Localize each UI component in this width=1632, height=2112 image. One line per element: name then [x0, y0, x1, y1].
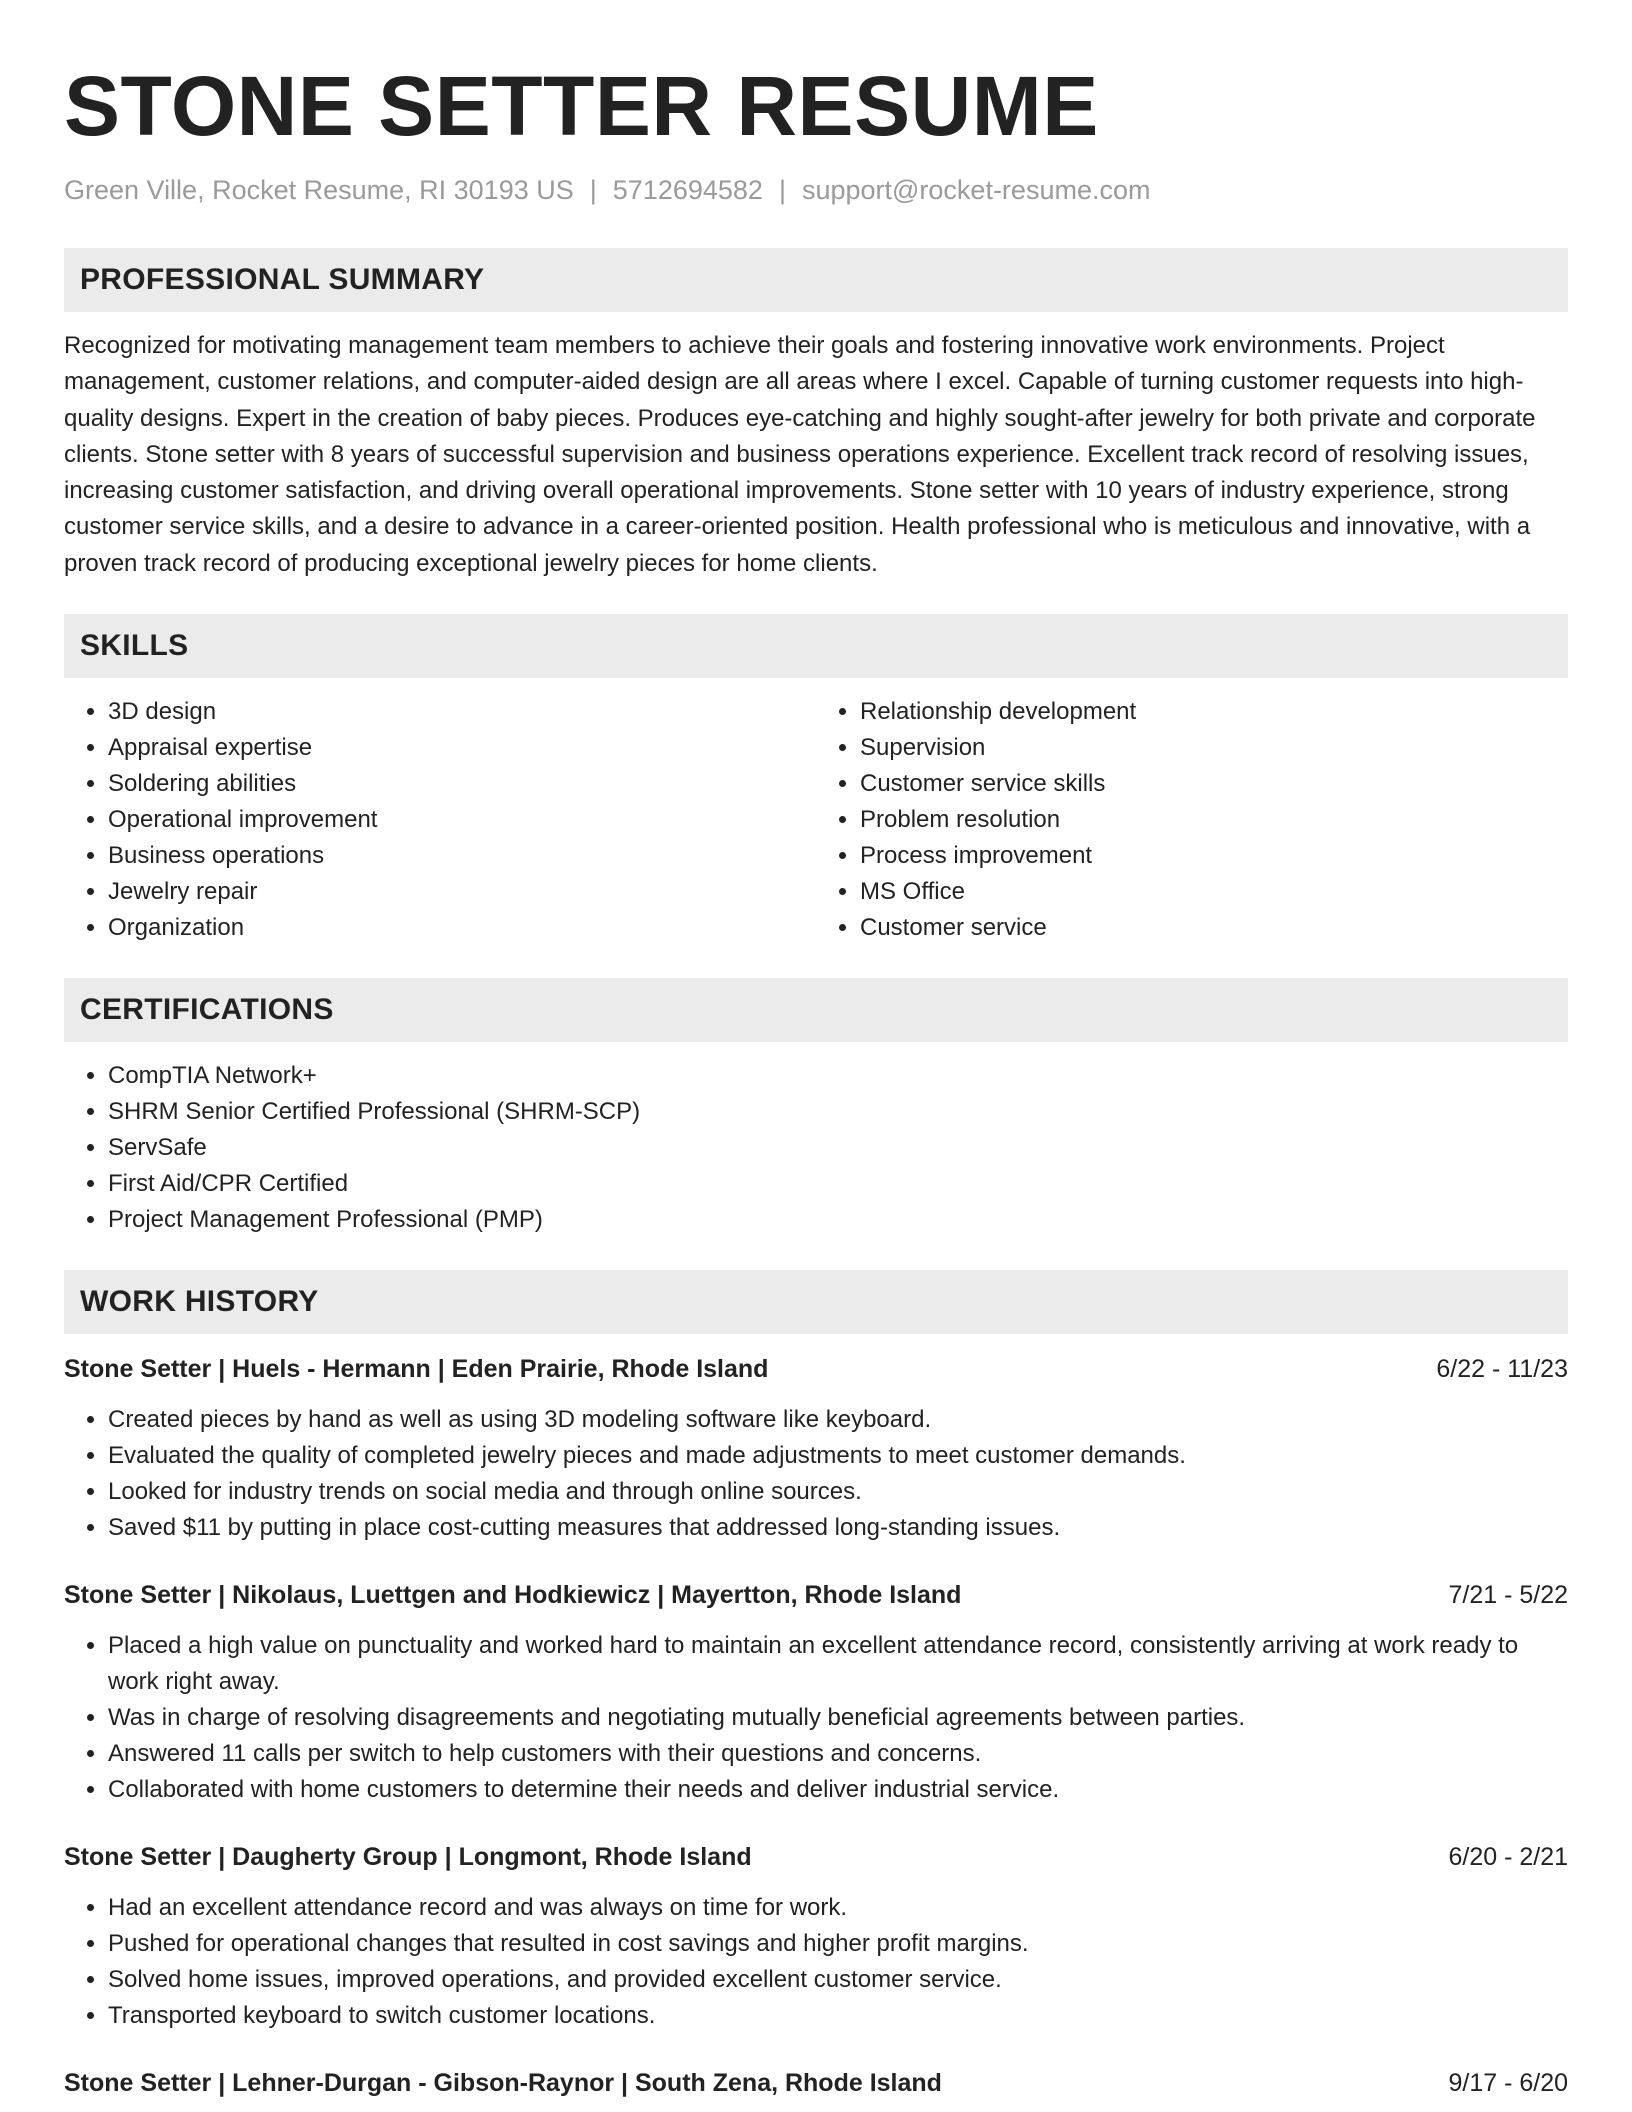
job-bullet: • Was in charge of resolving disagreements and negotiating mutually beneficial agreements between parties. — [108, 1700, 1568, 1736]
contact-separator: | — [589, 175, 597, 205]
skill-item: • Appraisal expertise — [108, 730, 816, 766]
job-bullet: • Had an excellent attendance record and was always on time for work. — [108, 1890, 1568, 1926]
contact-phone: 5712694582 — [612, 175, 763, 205]
job-bullet: • Created pieces by hand as well as using 3D modeling software like keyboard. — [108, 1402, 1568, 1438]
skill-item: • Customer service skills — [860, 766, 1568, 802]
contact-line — [64, 172, 1568, 208]
certification-item: • SHRM Senior Certified Professional (SHRM-SCP) — [108, 1094, 1568, 1130]
job-bullets — [64, 1890, 1568, 2034]
skills-list-left — [64, 694, 816, 946]
skill-item: • Jewelry repair — [108, 874, 816, 910]
job-dates: 7/21 - 5/22 — [1448, 1581, 1568, 1610]
job-bullet: • Looked for industry trends on social media and through online sources. — [108, 1474, 1568, 1510]
skill-item: • Organization — [108, 910, 816, 946]
job-entry — [64, 1350, 1568, 1546]
skill-item: • Customer service — [860, 910, 1568, 946]
skill-item: • Supervision — [860, 730, 1568, 766]
contact-address: Green Ville, Rocket Resume, RI 30193 US — [64, 175, 574, 205]
job-title: Stone Setter | Lehner-Durgan - Gibson-Raynor | South Zena, Rhode Island — [64, 2069, 942, 2098]
skills-heading: SKILLS — [64, 614, 1568, 678]
job-dates: 9/17 - 6/20 — [1448, 2069, 1568, 2098]
contact-separator: | — [778, 175, 786, 205]
skill-item: • MS Office — [860, 874, 1568, 910]
skill-item: • Process improvement — [860, 838, 1568, 874]
skill-item: • Operational improvement — [108, 802, 816, 838]
certification-item: • CompTIA Network+ — [108, 1058, 1568, 1094]
skill-item: • Soldering abilities — [108, 766, 816, 802]
job-dates: 6/20 - 2/21 — [1448, 1843, 1568, 1872]
job-bullets — [64, 1628, 1568, 1808]
job-bullet: • Solved home issues, improved operations, and provided excellent customer service. — [108, 1962, 1568, 1998]
job-bullet: • Placed a high value on punctuality and worked hard to maintain an excellent attendance record, consistently arriving at work ready to work right away. — [108, 1628, 1568, 1700]
job-bullets — [64, 1402, 1568, 1546]
job-bullet: • Transported keyboard to switch customer locations. — [108, 1998, 1568, 2034]
summary-text: Recognized for motivating management team members to achieve their goals and fostering innovative work environments. Project management, customer relations, and computer-aided design are all areas where I excel. Capable of turning customer requests into high-quality designs. Expert in the creation of baby pieces. Produces eye-catching and highly sought-after jewelry for both private and corporate clients. Stone setter with 8 years of successful supervision and business operations experience. Excellent track record of resolving issues, increasing customer satisfaction, and driving overall operational improvements. Stone setter with 10 years of industry experience, strong customer service skills, and a desire to advance in a career-oriented position. Health professional who is meticulous and innovative, with a proven track record of producing exceptional jewelry pieces for home clients. — [64, 332, 1536, 577]
summary-heading: PROFESSIONAL SUMMARY — [64, 248, 1568, 312]
job-header — [64, 1350, 1568, 1388]
job-bullet: • Saved $11 by putting in place cost-cutting measures that addressed long-standing issues. — [108, 1510, 1568, 1546]
skill-item: • Problem resolution — [860, 802, 1568, 838]
certification-item: • Project Management Professional (PMP) — [108, 1202, 1568, 1238]
job-header — [64, 1838, 1568, 1876]
skills-list-right — [816, 694, 1568, 946]
skill-item: • 3D design — [108, 694, 816, 730]
skill-item: • Relationship development — [860, 694, 1568, 730]
job-header — [64, 1576, 1568, 1614]
job-entry — [64, 1576, 1568, 1808]
skill-item: • Business operations — [108, 838, 816, 874]
job-bullet: • Pushed for operational changes that resulted in cost savings and higher profit margins. — [108, 1926, 1568, 1962]
certifications-list — [64, 1058, 1568, 1238]
resume-title: STONE SETTER RESUME — [64, 59, 1099, 153]
job-title: Stone Setter | Nikolaus, Luettgen and Hodkiewicz | Mayertton, Rhode Island — [64, 1581, 962, 1610]
job-header — [64, 2064, 1568, 2102]
certification-item: • ServSafe — [108, 1130, 1568, 1166]
work-history-heading: WORK HISTORY — [64, 1270, 1568, 1334]
job-dates: 6/22 - 11/23 — [1436, 1355, 1568, 1384]
job-entry — [64, 1838, 1568, 2034]
job-entry — [64, 2064, 1568, 2102]
certification-item: • First Aid/CPR Certified — [108, 1166, 1568, 1202]
contact-email: support@rocket-resume.com — [801, 175, 1151, 205]
job-title: Stone Setter | Huels - Hermann | Eden Prairie, Rhode Island — [64, 1355, 769, 1384]
job-title: Stone Setter | Daugherty Group | Longmont, Rhode Island — [64, 1843, 752, 1872]
job-bullet: • Collaborated with home customers to determine their needs and deliver industrial service. — [108, 1772, 1568, 1808]
job-bullet: • Evaluated the quality of completed jewelry pieces and made adjustments to meet customer demands. — [108, 1438, 1568, 1474]
job-bullet: • Answered 11 calls per switch to help customers with their questions and concerns. — [108, 1736, 1568, 1772]
skills-columns — [64, 694, 1568, 946]
certifications-heading: CERTIFICATIONS — [64, 978, 1568, 1042]
